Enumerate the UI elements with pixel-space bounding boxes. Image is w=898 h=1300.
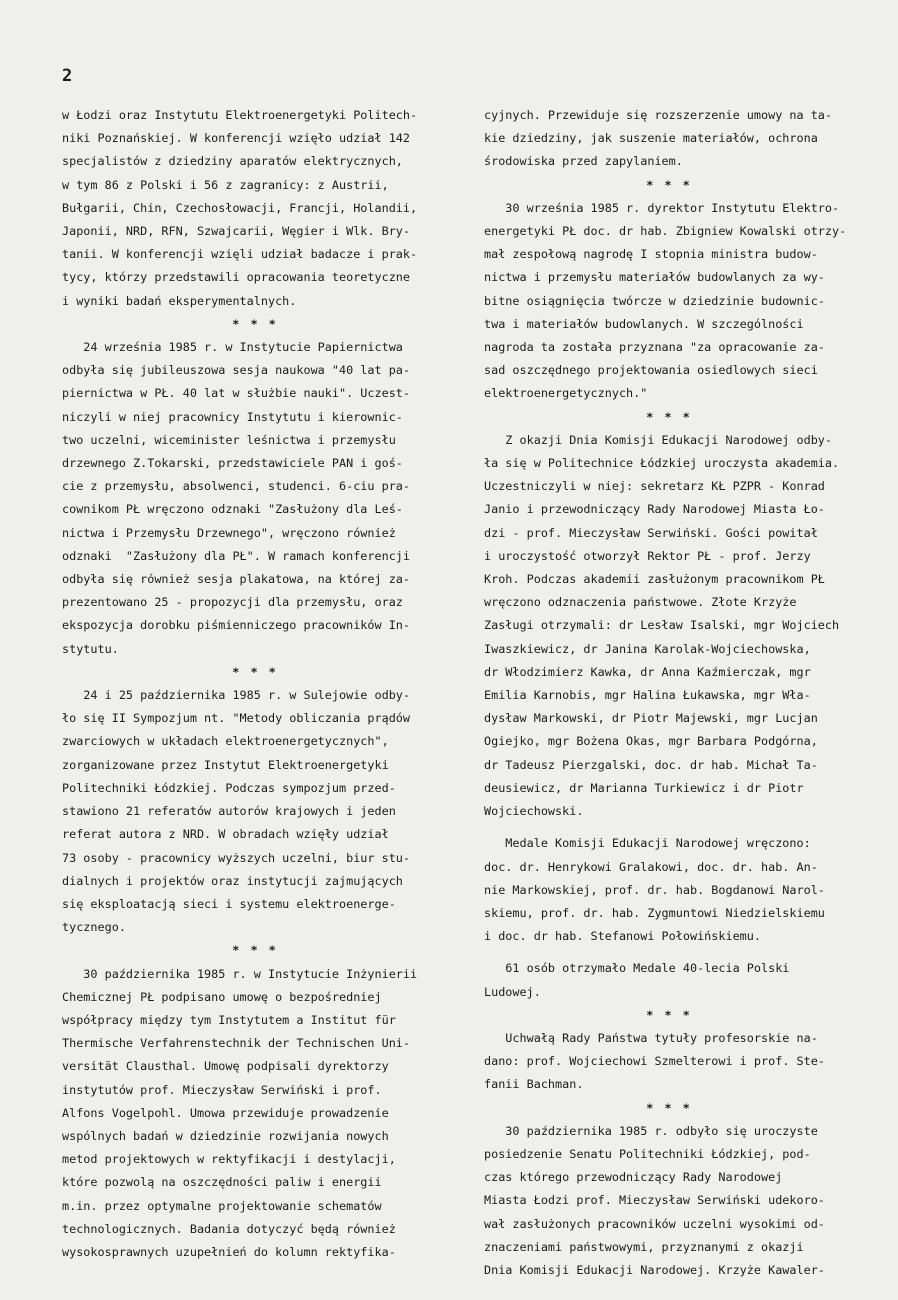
text-line: drzewnego Z.Tokarski, przedstawiciele PAN i goś- [62, 456, 403, 471]
section-separator: * * * [646, 1007, 692, 1022]
text-line: tycy, którzy przedstawili opracowania teoretyczne [62, 270, 411, 285]
text-line: wspólnych badań w dziedzinie rozwijania nowych [62, 1128, 389, 1143]
text-line: deusiewicz, dr Marianna Turkiewicz i dr Piotr [484, 780, 804, 795]
text-line: referat autora z NRD. W obradach wzięły udział [62, 827, 389, 842]
text-line: zorganizowane przez Instytut Elektroenergetyki [62, 757, 389, 772]
text-line: niki Poznańskiej. W konferencji wzięło udział 142 [62, 131, 411, 146]
text-line: Politechniki Łódzkiej. Podczas sympozjum przed- [62, 780, 396, 795]
paragraph [484, 1027, 854, 1097]
text-line: Thermische Verfahrenstechnik der Technischen Uni- [62, 1036, 411, 1051]
text-line: skiemu, prof. dr. hab. Zygmuntowi Niedzielskiemu [484, 905, 825, 920]
text-line: ekspozycja dorobku piśmienniczego pracowników In- [62, 618, 411, 633]
text-line: Ogiejko, mgr Bożena Okas, mgr Barbara Podgórna, [484, 734, 818, 749]
text-line: i wyniki badań eksperymentalnych. [62, 293, 297, 308]
text-line: instytutów prof. Mieczysław Serwiński i prof. [62, 1082, 382, 1097]
text-line: nictwa i przemysłu materiałów budowlanych za wy- [484, 270, 825, 285]
paragraph [484, 197, 854, 406]
paragraph [484, 957, 854, 1003]
text-line: Wojciechowski. [484, 804, 584, 819]
text-line: elektroenergetycznych." [484, 386, 648, 401]
text-line: piernictwa w PŁ. 40 lat w służbie nauki". Uczest- [62, 386, 411, 401]
text-line: znaczeniami państwowymi, przyznanymi z okazji [484, 1239, 804, 1254]
text-line: Emilia Karnobis, mgr Halina Łukawska, mgr Wła- [484, 688, 811, 703]
text-line: 61 osób otrzymało Medale 40-lecia Polski [484, 961, 790, 976]
text-line: środowiska przed zapylaniem. [484, 154, 683, 169]
text-line: wysokosprawnych uzupełnień do kolumn rektyfika- [62, 1244, 396, 1259]
text-line: 73 osoby - pracownicy wyższych uczelni, biur stu- [62, 850, 411, 865]
text-line: cyjnych. Przewiduje się rozszerzenie umowy na ta- [484, 108, 833, 122]
text-line: odznaki "Zasłużony dla PŁ". W ramach konferencji [62, 548, 411, 563]
text-line: niczyli w niej pracownicy Instytutu i kierownic- [62, 409, 403, 424]
paragraph [62, 336, 448, 661]
text-line: Dnia Komisji Edukacji Narodowej. Krzyże Kawaler- [484, 1262, 825, 1277]
paragraph [62, 684, 448, 939]
text-line: bitne osiągnięcia twórcze w dziedzinie budownic- [484, 293, 825, 308]
text-line: posiedzenie Senatu Politechniki Łódzkiej, pod- [484, 1146, 811, 1161]
text-line: Chemicznej PŁ podpisano umowę o bezpośredniej [62, 989, 382, 1004]
text-line: dysław Markowski, dr Piotr Majewski, mgr Lucjan [484, 711, 818, 726]
text-line: Japonii, NRD, RFN, Szwajcarii, Węgier i Wlk. Bry- [62, 224, 411, 239]
section-separator: * * * [232, 664, 278, 679]
paragraph [484, 1120, 854, 1282]
text-line: dr Tadeusz Pierzgalski, doc. dr hab. Michał Ta- [484, 757, 818, 772]
text-line: dialnych i projektów oraz instytucji zajmujących [62, 873, 403, 888]
left-column [62, 104, 448, 1264]
text-line: Janio i przewodniczący Rady Narodowej Miasta Ło- [484, 502, 825, 517]
text-line: prezentowano 25 - propozycji dla przemysłu, oraz [62, 595, 403, 610]
paragraph [62, 104, 448, 313]
text-line: Medale Komisji Edukacji Narodowej wręczono: [484, 836, 811, 851]
text-line: które pozwolą na oszczędności paliw i energii [62, 1175, 382, 1190]
text-line: two uczelni, wiceminister leśnictwa i przemysłu [62, 432, 396, 447]
text-line: m.in. przez optymalne projektowanie schematów [62, 1198, 382, 1213]
text-line: współpracy między tym Instytutem a Institut für [62, 1012, 396, 1027]
paragraph [484, 832, 854, 948]
section-separator: * * * [646, 409, 692, 424]
text-line: Alfons Vogelpohl. Umowa przewiduje prowadzenie [62, 1105, 389, 1120]
text-line: nictwa i Przemysłu Drzewnego", wręczono również [62, 525, 396, 540]
text-line: 24 września 1985 r. w Instytucie Papiernictwa [62, 340, 403, 355]
right-column [484, 104, 854, 1282]
text-line: Kroh. Podczas akademii zasłużonym pracownikom PŁ [484, 572, 825, 587]
section-separator: * * * [646, 1100, 692, 1115]
paragraph [484, 429, 854, 823]
text-line: dzi - prof. Mieczysław Serwiński. Gości powitał [484, 525, 818, 540]
text-line: 30 października 1985 r. w Instytucie Inżynierii [62, 966, 418, 981]
text-line: stawiono 21 referatów autorów krajowych i jeden [62, 804, 396, 819]
text-line: się eksploatacją sieci i systemu elektroenerge- [62, 896, 396, 911]
text-line: wręczono odznaczenia państwowe. Złote Krzyże [484, 595, 797, 610]
text-line: nagroda ta została przyznana "za opracowanie za- [484, 340, 825, 355]
text-line: 30 września 1985 r. dyrektor Instytutu Elektro- [484, 200, 840, 215]
text-line: zwarciowych w układach elektroenergetycznych", [62, 734, 389, 749]
text-line: Uczestniczyli w niej: sekretarz KŁ PZPR - Konrad [484, 479, 825, 494]
text-line: doc. dr. Henrykowi Gralakowi, doc. dr. hab. An- [484, 859, 818, 874]
text-line: energetyki PŁ doc. dr hab. Zbigniew Kowalski otrzy- [484, 224, 847, 239]
text-line: tanii. W konferencji wzięli udział badacze i prak- [62, 247, 418, 262]
paragraph [62, 963, 448, 1265]
text-line: Z okazji Dnia Komisji Edukacji Narodowej odby- [484, 432, 833, 447]
section-separator: * * * [232, 316, 278, 331]
text-line: Iwaszkiewicz, dr Janina Karolak-Wojciechowska, [484, 641, 811, 656]
text-line: kie dziedziny, jak suszenie materiałów, ochrona [484, 131, 818, 146]
text-line: ło się II Sympozjum nt. "Metody obliczania prądów [62, 711, 411, 726]
text-line: odbyła się również sesja plakatowa, na której za- [62, 572, 411, 587]
text-line: stytutu. [62, 641, 119, 656]
paragraph [484, 104, 854, 174]
text-line: wał zasłużonych pracowników uczelni wysokimi od- [484, 1216, 825, 1231]
text-line: metod projektowych w rektyfikacji i destylacji, [62, 1152, 396, 1167]
text-line: technologicznych. Badania dotyczyć będą również [62, 1221, 396, 1236]
text-line: tycznego. [62, 920, 126, 935]
text-line: twa i materiałów budowlanych. W szczególności [484, 316, 804, 331]
section-separator: * * * [646, 177, 692, 192]
text-line: 24 i 25 października 1985 r. w Sulejowie odby- [62, 688, 411, 703]
text-line: Ludowej. [484, 984, 541, 999]
text-line: w Łodzi oraz Instytutu Elektroenergetyki Politech- [62, 108, 418, 122]
text-line: i uroczystość otworzył Rektor PŁ - prof. Jerzy [484, 548, 811, 563]
text-line: w tym 86 z Polski i 56 z zagranicy: z Austrii, [62, 177, 389, 192]
text-line: 30 października 1985 r. odbyło się uroczyste [484, 1123, 818, 1138]
text-line: Uchwałą Rady Państwa tytuły profesorskie na- [484, 1030, 818, 1045]
text-line: dano: prof. Wojciechowi Szmelterowi i prof. Ste- [484, 1054, 825, 1069]
text-line: cie z przemysłu, absolwenci, studenci. 6-ciu pra- [62, 479, 411, 494]
text-line: fanii Bachman. [484, 1077, 584, 1092]
text-line: Bułgarii, Chin, Czechosłowacji, Francji, Holandii, [62, 200, 418, 215]
text-line: nie Markowskiej, prof. dr. hab. Bogdanowi Narol- [484, 882, 825, 897]
section-separator: * * * [232, 943, 278, 958]
text-line: i doc. dr hab. Stefanowi Połowińskiemu. [484, 929, 761, 944]
text-line: odbyła się jubileuszowa sesja naukowa "40 lat pa- [62, 363, 411, 378]
text-line: cownikom PŁ wręczono odznaki "Zasłużony dla Leś- [62, 502, 403, 517]
text-line: ła się w Politechnice Łódzkiej uroczysta akademia. [484, 456, 840, 471]
text-line: Miasta Łodzi prof. Mieczysław Serwiński udekoro- [484, 1193, 825, 1208]
text-line: specjalistów z dziedziny aparatów elektrycznych, [62, 154, 403, 169]
text-line: sad oszczędnego projektowania osiedlowych sieci [484, 363, 818, 378]
text-line: versität Clausthal. Umowę podpisali dyrektorzy [62, 1059, 389, 1074]
page-number: 2 [62, 66, 73, 86]
text-line: mał zespołową nagrodę I stopnia ministra budow- [484, 247, 818, 262]
text-line: Zasługi otrzymali: dr Lesław Isalski, mgr Wojciech [484, 618, 840, 633]
text-line: czas którego przewodniczący Rady Narodowej [484, 1170, 783, 1185]
text-line: dr Włodzimierz Kawka, dr Anna Kaźmierczak, mgr [484, 664, 811, 679]
